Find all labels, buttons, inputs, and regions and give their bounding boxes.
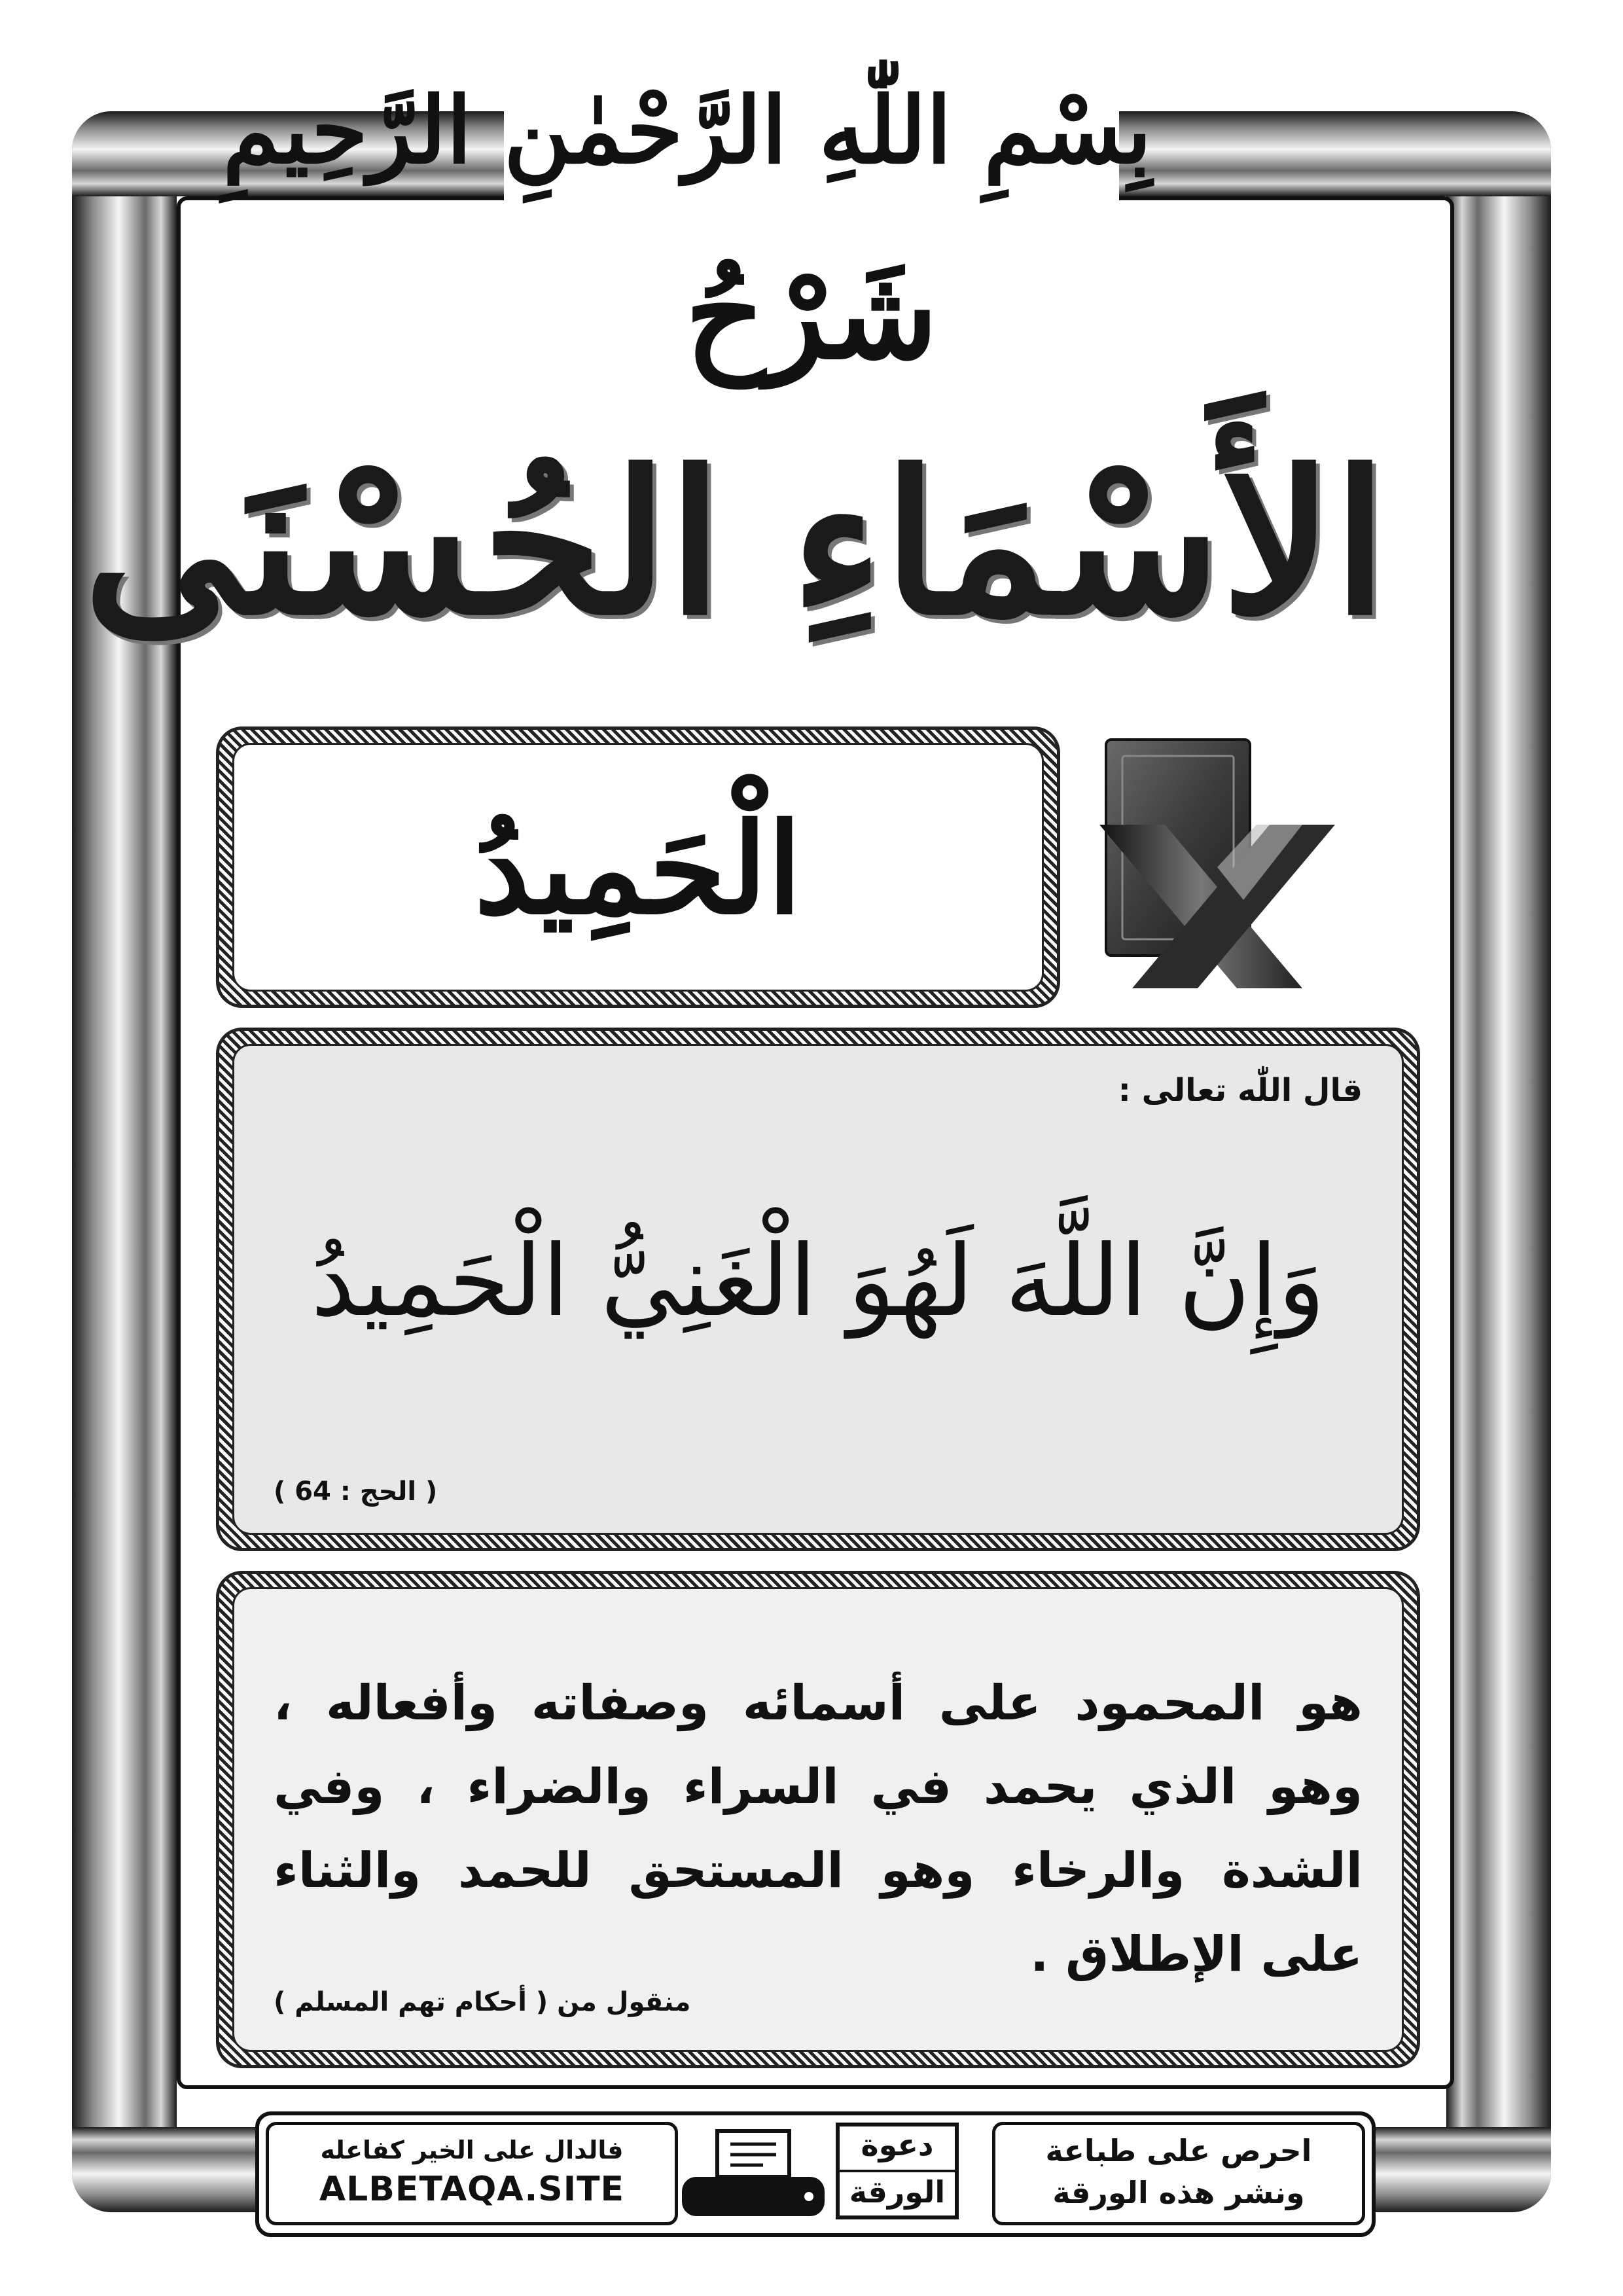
logo-line2: الورقة <box>849 2174 946 2210</box>
sharh-heading: شَرْحُ <box>685 241 938 387</box>
divine-name: الْحَمِيدُ <box>474 796 802 942</box>
logo-line1: دعوة <box>861 2127 934 2162</box>
verse-text: وَإِنَّ اللَّهَ لَهُوَ الْغَنِيُّ الْحَمِيدُ <box>311 1225 1325 1338</box>
dawah-logo <box>835 2122 959 2220</box>
verse-reference: ( الحج : 64 ) <box>274 1477 438 1507</box>
verse-card-inner <box>232 1044 1404 1535</box>
verse-intro: قال اللّٰه تعالى : <box>1118 1072 1363 1109</box>
name-card <box>216 726 1060 1008</box>
frame-top-right-rail <box>1119 111 1551 196</box>
quran-stand-icon <box>1086 726 1361 1001</box>
footer-bar <box>255 2111 1376 2237</box>
name-card-inner <box>232 743 1044 992</box>
verse-card <box>216 1028 1420 1551</box>
footer-print-notice <box>992 2122 1365 2225</box>
basmala: بِسْمِ اللّٰهِ الرَّحْمٰنِ الرَّحِيمِ <box>223 77 1152 185</box>
printer-icon <box>678 2128 829 2220</box>
explanation-text: هو المحمود على أسمائه وصفاته وأفعاله ، وهو الذي يحمد في السراء والضراء ، وفي الشدة والرخاء وهو المستحق للحمد والثناء على الإطلاق . <box>274 1675 1363 1982</box>
footer-site-info <box>266 2122 678 2225</box>
source-note: منقول من ( أحكام تهم المسلم ) <box>274 1987 691 2017</box>
footer-right-line1: احرص على طباعة <box>1045 2133 1312 2168</box>
footer-left-line1: فالدال على الخير كفاعله <box>320 2136 624 2164</box>
explanation-card <box>216 1571 1420 2068</box>
footer-right-line2: ونشر هذه الورقة <box>1052 2175 1305 2210</box>
site-url[interactable]: ALBETAQA.SITE <box>319 2170 625 2209</box>
page-title: الأَسْمَاءِ الحُسْنَى <box>83 427 1387 658</box>
frame-right-rail <box>1446 111 1551 2212</box>
explanation-card-inner <box>232 1587 1404 2052</box>
